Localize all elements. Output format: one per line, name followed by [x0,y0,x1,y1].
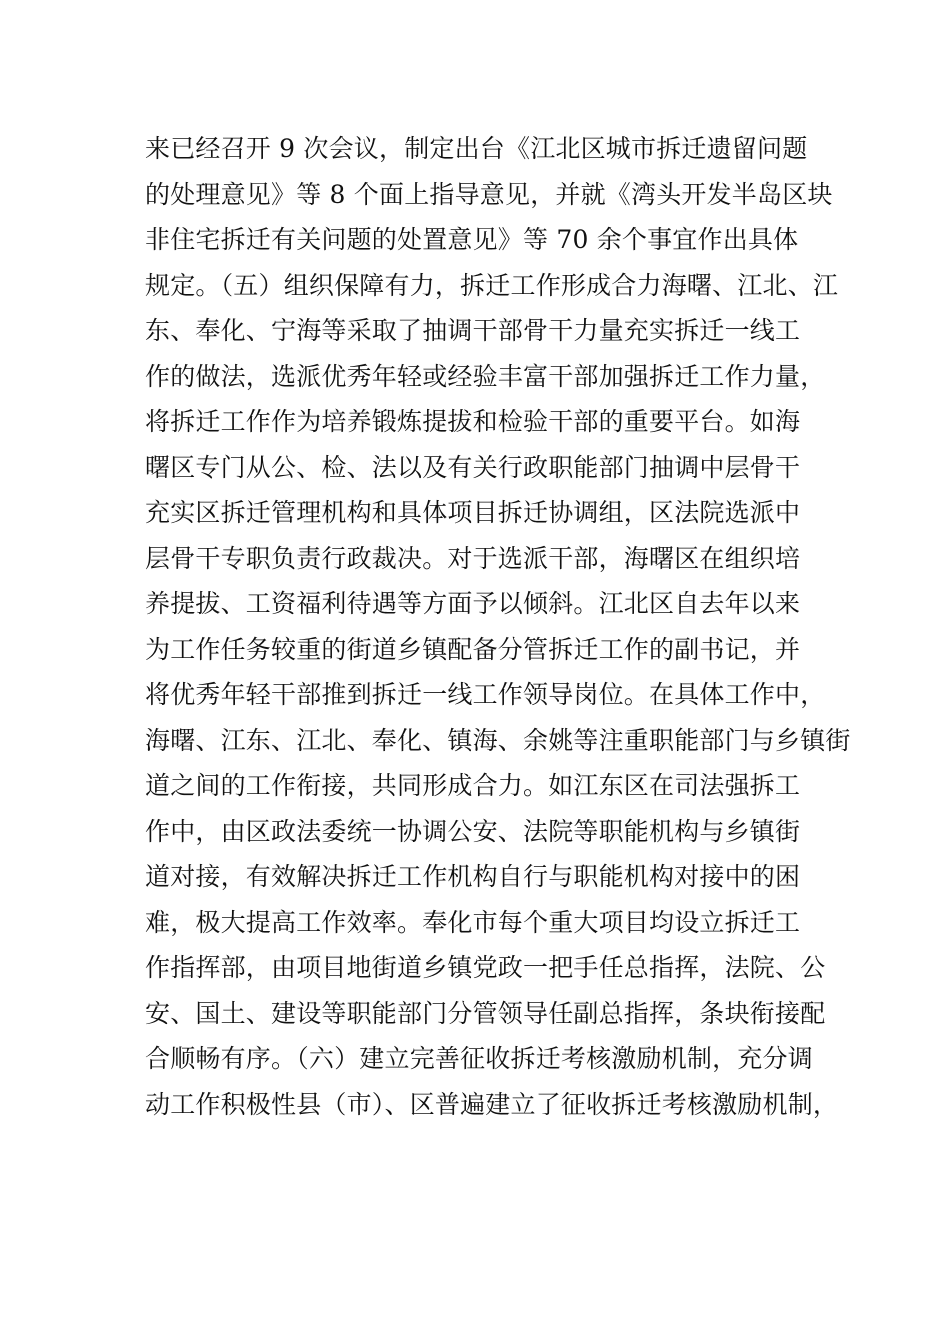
text-line: 来已经召开 9 次会议，制定出台《江北区城市拆迁遗留问题 [145,134,808,163]
text-line: 安、国土、建设等职能部门分管领导任副总指挥，条块衔接配 [145,998,826,1028]
text-line: 合顺畅有序。（六）建立完善征收拆迁考核激励机制，充分调 [145,1044,813,1073]
text-line: 非住宅拆迁有关问题的处置意见》等 70 余个事宜作出具体 [145,225,799,254]
text-line: 的处理意见》等 8 个面上指导意见，并就《湾头开发半岛区块 [145,179,833,209]
text-line: 层骨干专职负责行政裁决。对于选派干部，海曙区在组织培 [145,543,801,573]
text-line: 曙区专门从公、检、法以及有关行政职能部门抽调中层骨干 [145,452,801,482]
text-line: 海曙、江东、江北、奉化、镇海、余姚等注重职能部门与乡镇街 [145,725,851,755]
text-line: 东、奉化、宁海等采取了抽调干部骨干力量充实拆迁一线工 [145,316,801,345]
text-line: 为工作任务较重的街道乡镇配备分管拆迁工作的副书记，并 [145,634,801,664]
text-line: 养提拔、工资福利待遇等方面予以倾斜。江北区自去年以来 [145,589,801,618]
text-line: 充实区拆迁管理机构和具体项目拆迁协调组，区法院选派中 [145,498,801,527]
text-line: 难，极大提高工作效率。奉化市每个重大项目均设立拆迁工 [145,907,801,937]
text-line: 规定。（五）组织保障有力，拆迁工作形成合力海曙、江北、江 [145,270,839,300]
body-paragraph [145,126,851,1127]
text-line: 将优秀年轻干部推到拆迁一线工作领导岗位。在具体工作中， [145,680,826,709]
text-line: 作的做法，选派优秀年轻或经验丰富干部加强拆迁工作力量， [145,361,826,391]
text-line: 将拆迁工作作为培养锻炼提拔和检验干部的重要平台。如海 [145,407,801,436]
text-line: 动工作积极性县（市）、区普遍建立了征收拆迁考核激励机制， [145,1089,839,1119]
text-line: 道之间的工作衔接，共同形成合力。如江东区在司法强拆工 [145,771,801,800]
text-line: 作中，由区政法委统一协调公安、法院等职能机构与乡镇街 [145,816,801,846]
text-line: 道对接，有效解决拆迁工作机构自行与职能机构对接中的困 [145,862,801,891]
text-line: 作指挥部，由项目地街道乡镇党政一把手任总指挥，法院、公 [145,953,826,982]
